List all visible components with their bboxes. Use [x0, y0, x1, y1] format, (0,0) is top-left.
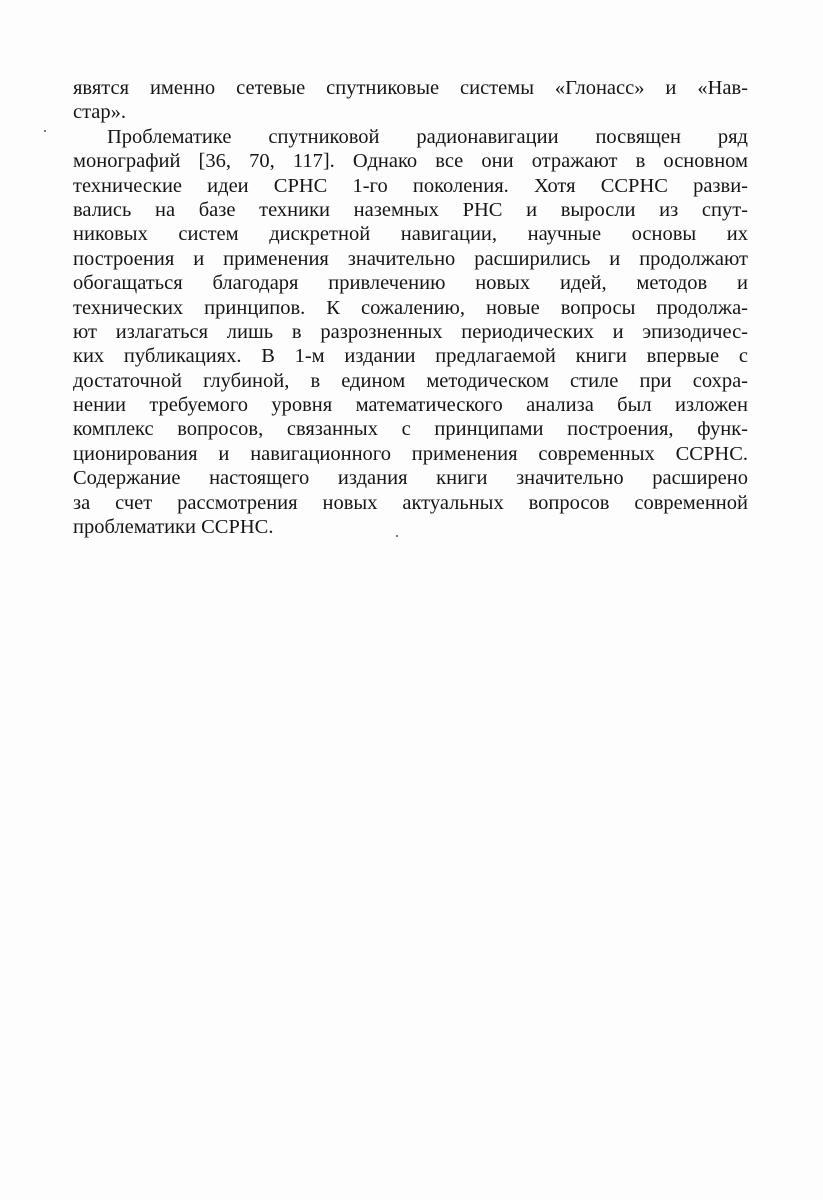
- scan-speck: [44, 130, 46, 132]
- text-line: ционирования и навигационного применения современных ССРНС.: [73, 442, 748, 465]
- text-line: никовых систем дискретной навигации, научные основы их: [73, 223, 748, 246]
- paragraph-1: [73, 76, 748, 125]
- text-line: нении требуемого уровня математического анализа был изложен: [73, 394, 748, 417]
- text-line: монографий [36, 70, 117]. Однако все они отражают в основном: [73, 150, 748, 173]
- paragraph-2: [73, 125, 748, 540]
- text-line: технических принципов. К сожалению, новые вопросы продолжа-: [73, 296, 748, 319]
- text-line: Проблематике спутниковой радионавигации посвящен ряд: [107, 125, 748, 148]
- text-line: за счет рассмотрения новых актуальных вопросов современной: [73, 491, 748, 514]
- text-line: технические идеи СРНС 1-го поколения. Хотя ССРНС разви-: [73, 174, 748, 197]
- text-line: стар».: [73, 101, 127, 124]
- text-line: построения и применения значительно расширились и продолжают: [73, 247, 748, 270]
- text-line: ют излагаться лишь в разрозненных периодических и эпизодичес-: [73, 320, 748, 343]
- scan-speck: [396, 535, 398, 537]
- text-line: вались на базе техники наземных РНС и выросли из спут-: [73, 198, 748, 221]
- text-line: Содержание настоящего издания книги значительно расширено: [73, 467, 748, 490]
- text-line: комплекс вопросов, связанных с принципами построения, функ-: [73, 418, 748, 441]
- text-line: обогащаться благодаря привлечению новых идей, методов и: [73, 272, 748, 295]
- text-line: ких публикациях. В 1-м издании предлагаемой книги впервые с: [73, 345, 748, 368]
- text-line: проблематики ССРНС.: [73, 516, 274, 539]
- text-line: достаточной глубиной, в едином методическом стиле при сохра-: [73, 369, 748, 392]
- body-text: [73, 76, 748, 539]
- text-line: явятся именно сетевые спутниковые системы «Глонасс» и «Нав-: [73, 77, 748, 99]
